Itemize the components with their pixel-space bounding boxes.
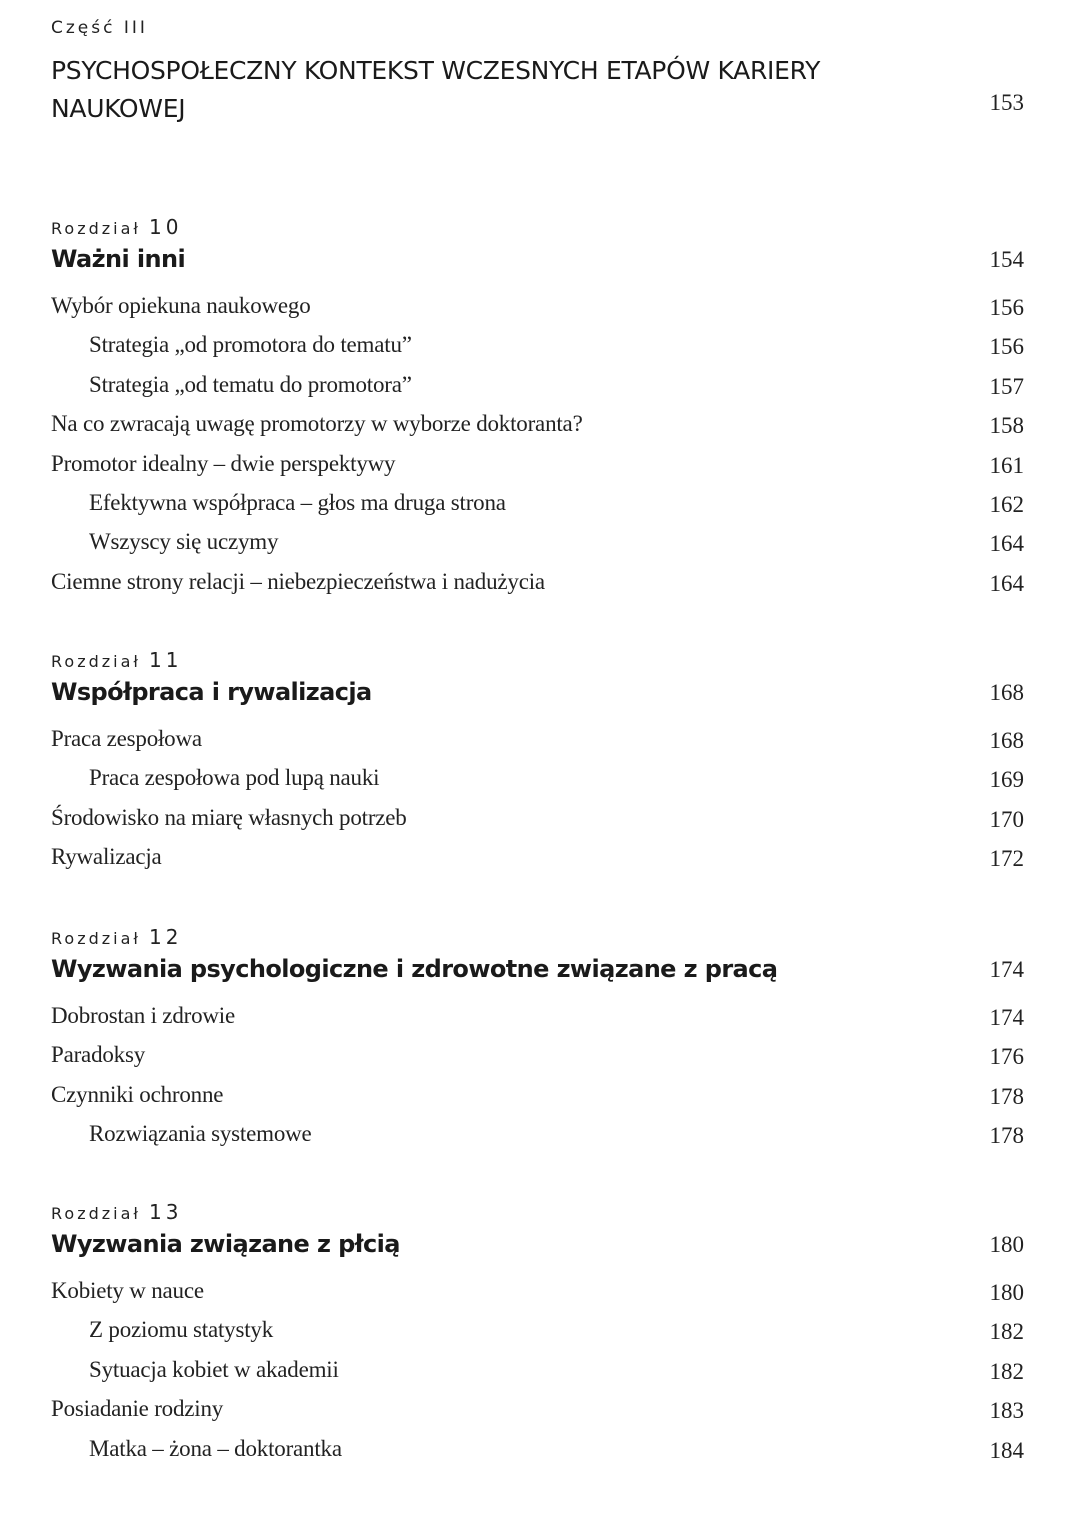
entry-title[interactable]: Praca zespołowa pod lupą nauki [89,765,380,791]
toc-subsection-entry[interactable] [51,490,1024,529]
entry-page-number: 168 [989,728,1024,753]
chapter-title-row[interactable] [51,1230,1024,1264]
chapter-label-word: Rozdział [51,1204,141,1223]
chapter-page-number: 180 [989,1232,1024,1257]
chapter-label-word: Rozdział [51,652,141,671]
toc-subsection-entry[interactable] [51,332,1024,371]
entry-title[interactable]: Strategia „od tematu do promotora” [89,371,412,397]
entry-page-number: 178 [989,1123,1024,1149]
toc-section-entry[interactable] [51,1082,1024,1121]
toc-subsection-entry[interactable] [51,1317,1024,1356]
entry-page-number: 156 [989,295,1024,320]
chapter-entries [51,1003,1024,1161]
entry-title[interactable]: Wybór opiekuna naukowego [51,293,311,318]
entry-title[interactable]: Na co zwracają uwagę promotorzy w wyborze doktoranta? [51,411,583,437]
entry-page-number: 158 [989,413,1024,439]
toc-subsection-entry[interactable] [51,1436,1024,1475]
entry-page-number: 184 [989,1437,1024,1463]
toc-section-entry[interactable] [51,1042,1024,1081]
chapter-number: 11 [149,648,183,672]
entry-title[interactable]: Praca zespołowa [51,726,202,751]
chapter-title-row[interactable] [51,955,1024,989]
chapter-title[interactable]: Współpraca i rywalizacja [51,678,372,706]
entry-page-number: 170 [989,806,1024,832]
chapter-label-word: Rozdział [51,219,141,238]
chapter-label-word: Rozdział [51,929,141,948]
chapter-title[interactable]: Wyzwania związane z płcią [51,1230,400,1258]
toc-section-entry[interactable] [51,805,1024,844]
toc-section-entry[interactable] [51,844,1024,883]
toc-section-entry[interactable] [51,1003,1024,1042]
toc-subsection-entry[interactable] [51,529,1024,568]
entry-page-number: 172 [989,846,1024,872]
part-page-number: 153 [989,90,1024,115]
entry-page-number: 161 [989,452,1024,478]
toc-section-entry[interactable] [51,411,1024,450]
entry-title[interactable]: Z poziomu statystyk [89,1317,274,1343]
entry-page-number: 164 [989,570,1024,596]
entry-page-number: 180 [989,1280,1024,1305]
chapter-page-number: 174 [989,957,1024,982]
entry-title[interactable]: Promotor idealny – dwie perspektywy [51,450,396,476]
chapter-entries [51,726,1024,884]
chapter-entries [51,1278,1024,1475]
chapter-entries [51,293,1024,608]
toc-section-entry[interactable] [51,1396,1024,1435]
chapter-label [51,648,182,672]
chapter-title-row[interactable] [51,678,1024,712]
toc-subsection-entry[interactable] [51,372,1024,411]
part-label: Część III [51,18,148,38]
toc-section-entry[interactable] [51,726,1024,765]
entry-page-number: 162 [989,491,1024,517]
toc-subsection-entry[interactable] [51,1357,1024,1396]
entry-title[interactable]: Sytuacja kobiet w akademii [89,1356,339,1382]
toc-section-entry[interactable] [51,451,1024,490]
entry-title[interactable]: Rywalizacja [51,844,162,870]
entry-page-number: 174 [989,1005,1024,1030]
entry-title[interactable]: Kobiety w nauce [51,1278,204,1303]
chapter-number: 10 [149,215,183,239]
toc-subsection-entry[interactable] [51,1121,1024,1160]
chapter-number: 13 [149,1200,183,1224]
toc-section-entry[interactable] [51,569,1024,608]
chapter-page-number: 168 [989,680,1024,705]
toc-subsection-entry[interactable] [51,765,1024,804]
entry-title[interactable]: Środowisko na miarę własnych potrzeb [51,804,407,830]
entry-title[interactable]: Ciemne strony relacji – niebezpieczeństwa i nadużycia [51,568,545,594]
entry-title[interactable]: Paradoksy [51,1042,146,1068]
chapter-title[interactable]: Ważni inni [51,245,186,273]
entry-title[interactable]: Matka – żona – doktorantka [89,1435,342,1461]
chapter-label [51,215,182,239]
entry-page-number: 182 [989,1319,1024,1345]
entry-page-number: 164 [989,531,1024,557]
entry-page-number: 178 [989,1083,1024,1109]
toc-section-entry[interactable] [51,1278,1024,1317]
entry-page-number: 169 [989,767,1024,793]
entry-title[interactable]: Dobrostan i zdrowie [51,1003,235,1028]
entry-page-number: 182 [989,1358,1024,1384]
chapter-label [51,1200,182,1224]
chapter-title[interactable]: Wyzwania psychologiczne i zdrowotne związane z pracą [51,955,778,983]
part-title: PSYCHOSPOŁECZNY KONTEKST WCZESNYCH ETAPÓW KARIERY NAUKOWEJ [51,56,821,123]
entry-title[interactable]: Efektywna współpraca – głos ma druga strona [89,489,506,515]
entry-title[interactable]: Czynniki ochronne [51,1081,224,1107]
entry-title[interactable]: Wszyscy się uczymy [89,529,279,555]
chapter-label [51,925,182,949]
toc-section-entry[interactable] [51,293,1024,332]
entry-page-number: 156 [989,334,1024,360]
chapter-page-number: 154 [989,247,1024,272]
entry-title[interactable]: Strategia „od promotora do tematu” [89,332,412,358]
entry-page-number: 176 [989,1044,1024,1070]
entry-title[interactable]: Posiadanie rodziny [51,1396,224,1422]
chapter-title-row[interactable] [51,245,1024,279]
chapter-number: 12 [149,925,183,949]
entry-title[interactable]: Rozwiązania systemowe [89,1121,312,1147]
entry-page-number: 183 [989,1398,1024,1424]
entry-page-number: 157 [989,373,1024,399]
